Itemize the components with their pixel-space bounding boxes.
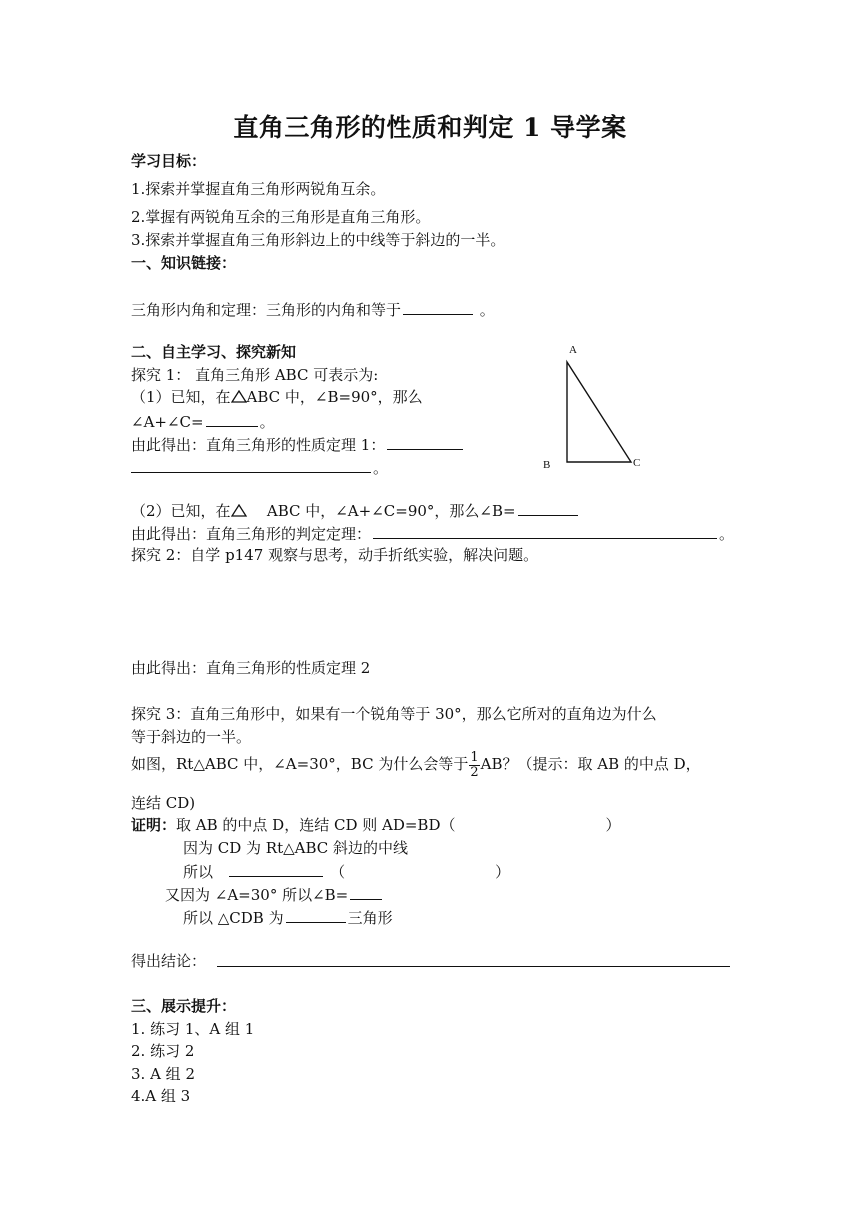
q2-text-a: （2）已知，在 — [131, 502, 231, 520]
property1-blank — [387, 434, 463, 450]
proof-step1-close: ） — [605, 816, 621, 834]
objectives-heading: 学习目标： — [131, 152, 207, 170]
property1-end: 。 — [373, 459, 389, 477]
q2-text-b: ABC 中，∠A+∠C=90°，那么∠B= — [266, 502, 516, 520]
proof-step1: 取 AB 的中点 D，连结 CD 则 AD=BD（ — [176, 816, 456, 834]
judgement-theorem-line — [131, 523, 734, 544]
explore3-line2: 等于斜边的一半。 — [131, 728, 252, 746]
property1-line2 — [131, 457, 388, 478]
angle-sum-theorem — [131, 299, 495, 320]
proof-step4-text: 又因为 ∠A=30° 所以∠B= — [165, 886, 349, 904]
section2-heading: 二、自主学习、探究新知 — [131, 343, 297, 361]
angle-sum-text: 三角形内角和定理：三角形的内角和等于 — [131, 301, 402, 319]
explore2-line: 探究 2：自学 p147 观察与思考，动手折纸实验，解决问题。 — [131, 546, 539, 564]
figure-question-text: 如图，Rt△ABC 中，∠A=30°，BC 为什么会等于 — [131, 755, 469, 774]
proof-line3 — [183, 861, 510, 882]
question2-line — [131, 500, 580, 521]
proof-line4 — [165, 884, 384, 905]
angle-sum-blank — [403, 299, 473, 315]
practice-item-1: 1. 练习 1、A 组 1 — [131, 1020, 255, 1038]
triangle-symbol-icon-2 — [231, 504, 253, 517]
q1-text-a: （1）已知，在 — [131, 388, 231, 406]
q1-text-b: ABC 中，∠B=90°，那么 — [246, 388, 423, 406]
q1-line2-end: 。 — [259, 413, 275, 431]
proof-line1 — [131, 816, 621, 835]
q1-angle-blank — [206, 411, 258, 427]
conclusion-label: 得出结论： — [131, 952, 207, 970]
proof-step3-close: ） — [495, 863, 511, 881]
practice-item-4: 4.A 组 3 — [131, 1087, 191, 1105]
proof-step5-end: 三角形 — [347, 909, 393, 927]
judgement-end: 。 — [719, 525, 735, 543]
objective-item-3: 3.探索并掌握直角三角形斜边上的中线等于斜边的一半。 — [131, 231, 506, 249]
objective-item-1: 1.探索并掌握直角三角形两锐角互余。 — [131, 180, 386, 198]
triangle-symbol-icon — [231, 390, 247, 403]
vertex-b-label: B — [543, 459, 551, 471]
q2-angle-b-blank — [518, 500, 578, 516]
judgement-text: 由此得出：直角三角形的判定定理： — [131, 525, 372, 543]
conclusion-blank — [217, 966, 730, 967]
property1-line — [131, 434, 465, 455]
page-title: 直角三角形的性质和判定 1 导学案 — [233, 113, 627, 142]
explore3-line1: 探究 3：直角三角形中，如果有一个锐角等于 30°，那么它所对的直角边为什么 — [131, 705, 657, 723]
proof-step5-blank — [286, 907, 346, 923]
section3-heading: 三、展示提升： — [131, 997, 237, 1015]
proof-line2: 因为 CD 为 Rt△ABC 斜边的中线 — [183, 839, 409, 857]
question1-line1 — [131, 388, 423, 407]
proof-step3-blank — [229, 861, 323, 877]
proof-step5-text: 所以 △CDB 为 — [183, 909, 284, 927]
property1-blank-2 — [131, 457, 371, 473]
q1-angle-sum: ∠A+∠C= — [131, 413, 204, 431]
proof-step3-label: 所以 — [183, 863, 214, 881]
proof-step3-open: （ — [330, 863, 346, 881]
figure-question-line — [131, 751, 701, 779]
figure-question-hint: AB？（提示：取 AB 的中点 D， — [480, 755, 701, 774]
property1-text: 由此得出：直角三角形的性质定理 1： — [131, 436, 386, 454]
practice-item-3: 3. A 组 2 — [131, 1065, 195, 1083]
one-half-fraction — [469, 751, 479, 779]
property2-line: 由此得出：直角三角形的性质定理 2 — [131, 659, 371, 677]
proof-step4-blank — [350, 884, 382, 900]
proof-label: 证明： — [131, 816, 177, 834]
fraction-numerator: 1 — [470, 750, 479, 765]
angle-sum-end: 。 — [475, 301, 495, 319]
explore1-title: 探究 1： 直角三角形 ABC 可表示为: — [131, 366, 379, 384]
practice-item-2: 2. 练习 2 — [131, 1042, 195, 1060]
proof-line5 — [183, 907, 393, 928]
fraction-denominator: 2 — [470, 764, 479, 780]
objective-item-2: 2.掌握有两锐角互余的三角形是直角三角形。 — [131, 208, 431, 226]
vertex-a-label: A — [569, 344, 577, 356]
question1-line2 — [131, 411, 275, 432]
right-triangle-figure — [530, 338, 660, 474]
triangle-abc — [567, 362, 631, 462]
figure-question-line2: 连结 CD) — [131, 794, 196, 812]
judgement-blank — [373, 523, 717, 539]
section1-heading: 一、知识链接： — [131, 254, 237, 272]
vertex-c-label: C — [633, 457, 641, 469]
